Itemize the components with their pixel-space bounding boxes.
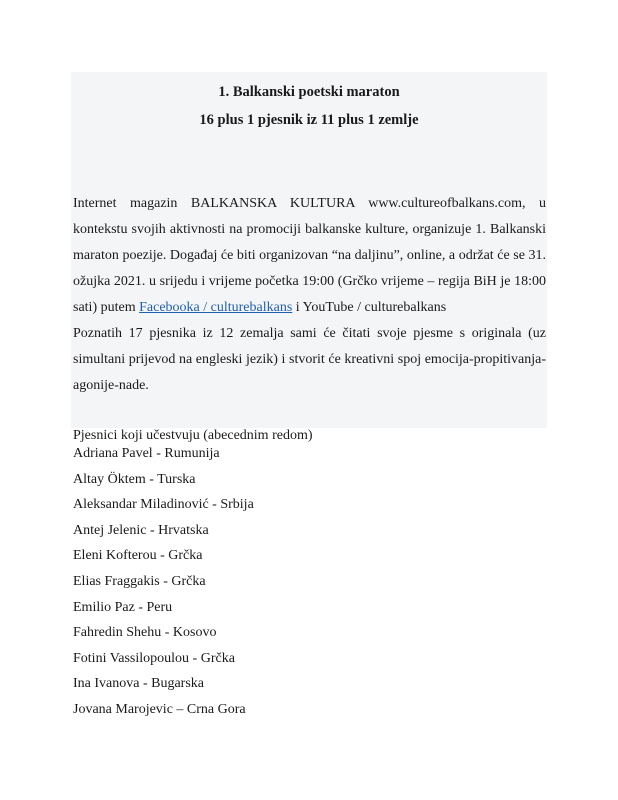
poet-item: Ina Ivanova - Bugarska	[73, 676, 205, 692]
poet-item: Antej Jelenic - Hrvatska	[73, 522, 209, 538]
intro-paragraph-2: Poznatih 17 pjesnika iz 12 zemalja sami će čitati svoje pjesme s originala (uz simultani prijevod na engleski jezik) i stvorit će kreativni spoj emocija-propitivanja-agonije-nade.	[73, 326, 546, 393]
poet-item: Altay Öktem - Turska	[73, 471, 196, 487]
intro-p1-text: Internet magazin BALKANSKA KULTURA www.cultureofbalkans.com, u kontekstu svojih aktivnosti na promociji balkanske kulture, organizuje 1. Balkanski maraton poezije. Događaj će biti organizovan “na daljinu”, online, a održat će se 31. ožujka 2021. u srijedu i vrijeme početka 19:00 (Grčko vrijeme – regija BiH je 18:00 sati) putem	[73, 196, 546, 315]
poet-item: Fotini Vassilopoulou - Grčka	[73, 650, 235, 666]
poet-item: Aleksandar Miladinović - Srbija	[73, 497, 254, 513]
document-title: 1. Balkanski poetski maraton	[218, 84, 400, 100]
intro-paragraph-1	[73, 191, 546, 321]
facebook-link[interactable]: Facebooka / culturebalkans	[139, 300, 293, 315]
intro-p1-after-link: i YouTube / culturebalkans	[292, 300, 447, 315]
poets-list-heading: Pjesnici koji učestvuju (abecednim redom)	[73, 428, 313, 443]
poet-item: Fahredin Shehu - Kosovo	[73, 625, 217, 641]
poet-item: Eleni Kofterou - Grčka	[73, 548, 203, 564]
poets-list	[73, 445, 254, 727]
poet-item: Emilio Paz - Peru	[73, 599, 173, 615]
poet-item: Adriana Pavel - Rumunija	[73, 446, 220, 461]
intro-text	[73, 191, 546, 399]
document-subtitle: 16 plus 1 pjesnik iz 11 plus 1 zemlje	[199, 112, 419, 128]
poet-item: Elias Fraggakis - Grčka	[73, 573, 206, 589]
poet-item: Jovana Marojevic – Crna Gora	[73, 701, 246, 717]
